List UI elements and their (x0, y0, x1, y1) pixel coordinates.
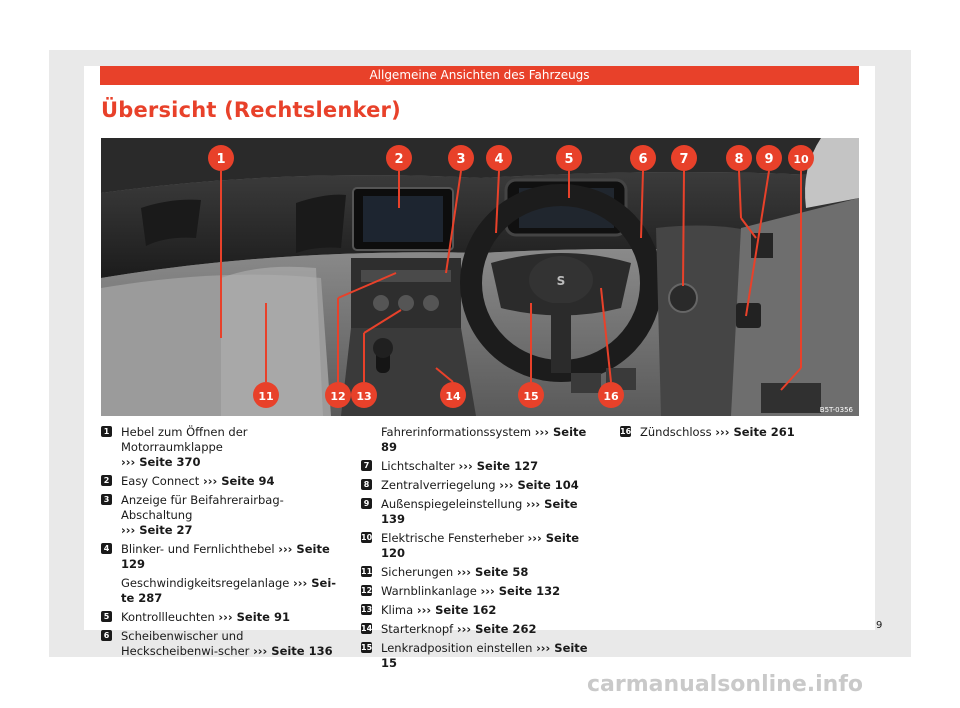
page-reference: ››› Seite 132 (480, 584, 561, 598)
page-reference: ››› Sei-te 287 (121, 576, 337, 605)
page-reference: ››› Seite 89 (381, 425, 587, 454)
svg-text:8: 8 (734, 152, 744, 167)
watermark: carmanualsonline.info (587, 672, 863, 697)
page-reference: ››› Seite 127 (458, 459, 539, 473)
svg-text:9: 9 (764, 152, 774, 167)
list-item (361, 531, 601, 561)
svg-text:12: 12 (330, 390, 346, 403)
page-reference: ››› Seite 261 (715, 425, 795, 439)
item-number-badge: 7 (361, 460, 372, 471)
item-number-badge: 14 (361, 624, 373, 633)
item-number-badge: 6 (101, 630, 112, 641)
list-item (101, 474, 341, 489)
svg-text:4: 4 (494, 152, 504, 167)
item-text: Starterknopf (381, 622, 454, 636)
page-reference: ››› Seite 58 (456, 565, 529, 579)
item-number-badge: 11 (361, 567, 373, 576)
callout-12 (325, 382, 351, 408)
item-number-badge: 16 (620, 427, 632, 436)
item-text: Fahrerinformationssystem (381, 425, 532, 439)
item-text: Kontrollleuchten (121, 610, 215, 624)
item-number-badge: 12 (361, 586, 373, 595)
item-text: Sicherungen (381, 565, 454, 579)
item-text: Geschwindigkeitsregelanlage (121, 576, 290, 590)
list-item (361, 603, 601, 618)
svg-text:1: 1 (216, 152, 226, 167)
callout-9 (756, 145, 782, 171)
list-item (361, 425, 601, 455)
callout-10 (788, 145, 814, 171)
list-item (620, 425, 860, 440)
callout-16 (598, 382, 624, 408)
item-text: Klima (381, 603, 414, 617)
item-text: Elektrische Fensterheber (381, 531, 524, 545)
item-text: Zündschloss (640, 425, 712, 439)
callout-11 (253, 382, 279, 408)
item-text: Warnblinkanlage (381, 584, 477, 598)
list-item (361, 459, 601, 474)
dashboard-photo (101, 138, 859, 416)
item-number-badge: 4 (101, 543, 112, 554)
callout-5 (556, 145, 582, 171)
callout-15 (518, 382, 544, 408)
item-number-badge: 15 (361, 643, 373, 652)
svg-text:15: 15 (523, 390, 539, 403)
page-reference: ››› Seite 27 (121, 523, 193, 537)
page-reference: ››› Seite 15 (381, 641, 588, 670)
item-text: Außenspiegeleinstellung (381, 497, 523, 511)
list-item (361, 478, 601, 493)
item-text: Zentralverriegelung (381, 478, 496, 492)
page-reference: ››› Seite 139 (381, 497, 578, 526)
list-item (361, 565, 601, 580)
item-number-badge: 10 (361, 533, 373, 542)
svg-text:10: 10 (793, 153, 809, 166)
list-item (361, 584, 601, 599)
legend-column-1 (101, 425, 341, 663)
callout-1 (208, 145, 234, 171)
item-number-badge: 3 (101, 494, 112, 505)
svg-text:6: 6 (638, 152, 648, 167)
svg-text:14: 14 (445, 390, 461, 403)
list-item (101, 493, 341, 538)
callout-2 (386, 145, 412, 171)
list-item (101, 629, 341, 659)
list-item (361, 497, 601, 527)
page-reference: ››› Seite 94 (202, 474, 275, 488)
svg-text:16: 16 (603, 390, 619, 403)
item-number-badge: 13 (361, 605, 373, 614)
legend-column-2 (361, 425, 601, 675)
legend-column-3 (620, 425, 860, 444)
item-text: Easy Connect (121, 474, 200, 488)
list-item (101, 576, 341, 606)
svg-text:2: 2 (394, 152, 404, 167)
page-reference: ››› Seite 120 (381, 531, 580, 560)
item-text: Hebel zum Öffnen der Motorraumklappe (121, 425, 248, 454)
item-text: Lenkradposition einstellen (381, 641, 533, 655)
item-text: Anzeige für Beifahrerairbag-Abschaltung (121, 493, 284, 522)
page-reference: ››› Seite 136 (253, 644, 333, 658)
list-item (361, 622, 601, 637)
callout-6 (630, 145, 656, 171)
item-number-badge: 9 (361, 498, 372, 509)
callout-4 (486, 145, 512, 171)
list-item (101, 542, 341, 572)
list-item (361, 641, 601, 671)
page-reference: ››› Seite 262 (456, 622, 537, 636)
svg-text:5: 5 (564, 152, 574, 167)
callout-7 (671, 145, 697, 171)
item-text: Blinker- und Fernlichthebel (121, 542, 275, 556)
page-reference: ››› Seite 104 (499, 478, 579, 492)
page-number: 9 (876, 620, 883, 631)
page-reference: ››› Seite 129 (121, 542, 330, 571)
callout-13 (351, 382, 377, 408)
page-reference: ››› Seite 91 (218, 610, 290, 624)
callout-3 (448, 145, 474, 171)
page-reference: ››› Seite 370 (121, 455, 201, 469)
item-number-badge: 8 (361, 479, 372, 490)
callout-8 (726, 145, 752, 171)
item-text: Scheibenwischer und Heckscheibenwi-scher (121, 629, 250, 658)
svg-text:13: 13 (356, 390, 372, 403)
svg-text:S: S (556, 274, 566, 288)
svg-text:3: 3 (456, 152, 466, 167)
figure-code: B5T-0356 (819, 406, 853, 414)
page-title: Übersicht (Rechtslenker) (101, 98, 401, 122)
svg-text:7: 7 (679, 152, 689, 167)
section-header: Allgemeine Ansichten des Fahrzeugs (100, 66, 859, 85)
page-reference: ››› Seite 162 (416, 603, 497, 617)
list-item (101, 610, 341, 625)
item-number-badge: 2 (101, 475, 112, 486)
list-item (101, 425, 341, 470)
callout-14 (440, 382, 466, 408)
svg-text:11: 11 (258, 390, 274, 403)
item-number-badge: 1 (101, 426, 112, 437)
item-text: Lichtschalter (381, 459, 455, 473)
item-number-badge: 5 (101, 611, 112, 622)
